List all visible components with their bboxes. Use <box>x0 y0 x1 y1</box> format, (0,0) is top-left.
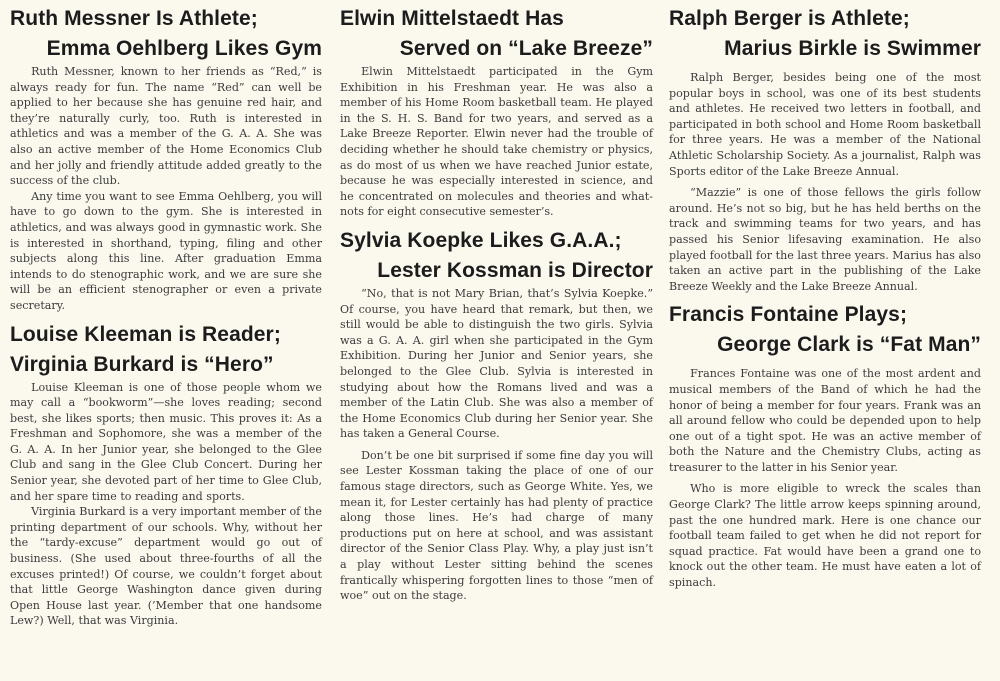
article-paragraph: Louise Kleeman is one of those people whom we may call a “bookworm”—she loves reading; second best, she likes sports; then music. This proves it: As a Freshman and Sophomore, she was a member of the G. A. A. In her Junior year, she belonged to the Glee Club and sang in the Glee Club Concert. During her Senior year, she devoted part of her time to Glee Club, and her spare time to reading and sports. <box>10 380 322 503</box>
article-paragraph: Don’t be one bit surprised if some fine day you will see Lester Kossman taking the place of one of our famous stage directors, such as George White. Yes, we mean it, for Lester certainly has had plenty of practice along those lines. He’s had charge of many productions put on here at school, and was assistant director of the Senior Class Play. Why, a play just isn’t a play without Lester sitting behind the scenes frantically whispering forgotten lines to those “men of woe” out on the stage. <box>340 448 653 603</box>
headline <box>10 320 322 380</box>
headline <box>669 4 981 64</box>
headline-line-1: Francis Fontaine Plays; <box>669 303 908 327</box>
headline-line-2: George Clark is “Fat Man” <box>717 333 981 357</box>
headline <box>340 4 653 64</box>
headline-line-2: Lester Kossman is Director <box>377 258 653 282</box>
article-paragraph: Who is more eligible to wreck the scales than George Clark? The little arrow keeps spinning around, past the one hundred mark. Here is one chance our football team failed to get when he did not report for squad practice. Fat would have been a grand one to knock out the other team. He must have eaten a lot of spinach. <box>669 482 981 590</box>
article-paragraph: Frances Fontaine was one of the most ardent and musical members of the Band of which he had the honor of being a member for four years. Frank was an all around fellow who could be depended upon to help one out of a tight spot. He was an active member of both the Nature and the Chemistry Clubs, acting as treasurer to the latter in his Senior year. <box>669 367 981 474</box>
article-paragraph: Virginia Burkard is a very important member of the printing department of our schools. Why, without her the “tardy-excuse” department would go out of business. (She used about three-fourths of all the excuses printed!) Of course, we couldn’t forget about that little George Washington dance given during Open House last year. (’Member that one handsome Lew?) Well, that was Virginia. <box>10 505 322 628</box>
column-1 <box>10 4 322 629</box>
article-paragraph: Elwin Mittelstaedt participated in the Gym Exhibition in his Freshman year. He was also a member of his Home Room basketball team. He played in the S. H. S. Band for two years, and served as a Lake Breeze Reporter. Elwin never had the trouble of deciding whether he should take chemistry or physics, as do most of us when we have reached Junior estate, because he was especially interested in science, and he concentrated on molecules and theories and what-nots for eight consecutive semester’s. <box>340 65 653 219</box>
headline-line-1: Ralph Berger is Athlete; <box>669 7 910 30</box>
column-2 <box>340 4 653 604</box>
article-fontaine-clark <box>669 300 981 590</box>
headline-line-2: Emma Oehlberg Likes Gym <box>46 37 322 60</box>
article-koepke-kossman <box>340 226 653 604</box>
headline <box>669 300 981 360</box>
headline <box>340 226 653 286</box>
article-paragraph: Any time you want to see Emma Oehlberg, you will have to go down to the gym. She is interested in athletics, and was always good in gymnastic work. She is interested in shorthand, typing, filing and other subjects along this line. After graduation Emma intends to do stenographic work, and we are sure she will be an efficient stenographer or even a private secretary. <box>10 189 322 312</box>
article-mittelstaedt <box>340 4 653 220</box>
article-kleeman-burkard <box>10 320 322 630</box>
article-paragraph: Ruth Messner, known to her friends as “Red,” is always ready for fun. The name “Red” can well be applied to her because she has genuine red hair, and they’re naturally curly, too. Ruth is interested in athletics and was a member of the G. A. A. She was also an active member of the Home Economics Club and her jolly and friendly attitude added greatly to the success of the club. <box>10 65 322 188</box>
column-3 <box>669 4 981 591</box>
article-paragraph: “Mazzie” is one of those fellows the girls follow around. He’s not so big, but he has held berths on the track and swimming teams for two years, and has passed his Senior lifesaving examination. He also played football for the last three years. Marius has also taken an active part in the publishing of the Lake Breeze Weekly and the Lake Breeze Annual. <box>669 186 981 293</box>
article-berger-birkle <box>669 4 981 294</box>
headline-line-2: Virginia Burkard is “Hero” <box>10 352 274 376</box>
headline-line-2: Served on “Lake Breeze” <box>399 37 653 60</box>
headline-line-1: Ruth Messner Is Athlete; <box>10 7 258 30</box>
headline-line-1: Sylvia Koepke Likes G.A.A.; <box>340 228 622 252</box>
headline <box>10 4 322 64</box>
headline-line-1: Elwin Mittelstaedt Has <box>340 7 564 30</box>
article-messner-oehlberg <box>10 4 322 314</box>
article-paragraph: “No, that is not Mary Brian, that’s Sylvia Koepke.” Of course, you have heard that remark, but then, we still would be able to distinguish the two girls. Sylvia was a G. A. A. girl when she participated in the Gym Exhibition. During her Junior and Senior years, she belonged to the Glee Club. Sylvia is interested in studying about how the Romans lived and was a member of the Latin Club. She was also a member of the Home Economics Club during her Senior year. She has taken a General Course. <box>340 286 653 441</box>
headline-line-1: Louise Kleeman is Reader; <box>10 322 281 346</box>
article-paragraph: Ralph Berger, besides being one of the most popular boys in school, was one of its best students and athletes. He received two letters in football, and participated in both school and Home Room basketball for three years. He was a member of the National Athletic Scholarship Society. As a journalist, Ralph was Sports editor of the Lake Breeze Annual. <box>669 71 981 178</box>
headline-line-2: Marius Birkle is Swimmer <box>724 37 981 60</box>
